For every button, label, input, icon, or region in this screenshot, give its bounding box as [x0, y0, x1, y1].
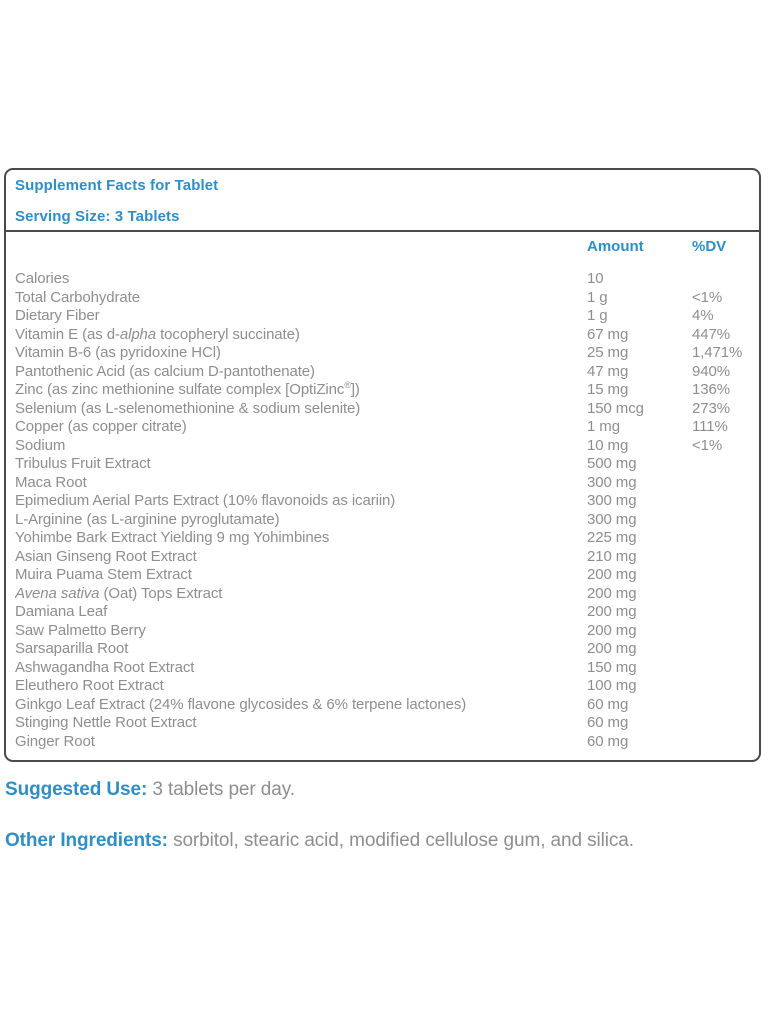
table-row	[15, 659, 750, 678]
ingredient-name: Muira Puama Stem Extract	[15, 566, 192, 583]
ingredient-name: Damiana Leaf	[15, 603, 108, 620]
table-row	[15, 363, 750, 382]
ingredient-name: Asian Ginseng Root Extract	[15, 547, 197, 565]
ingredient-amount: 100 mg	[587, 677, 637, 694]
ingredient-dv: 111%	[692, 418, 728, 435]
table-row	[15, 733, 750, 752]
table-row	[15, 455, 750, 474]
label-title: Supplement Facts for Tablet	[15, 177, 219, 194]
table-row	[15, 511, 750, 530]
ingredient-name: Ashwagandha Root Extract	[15, 658, 195, 676]
suggested-use-label: Suggested Use:	[5, 779, 148, 800]
table-row	[15, 437, 750, 456]
ingredient-dv	[692, 492, 750, 511]
table-row	[15, 640, 750, 659]
suggested-use-line	[5, 779, 295, 801]
ingredient-amount: 200 mg	[587, 640, 637, 657]
ingredient-name: Pantothenic Acid (as calcium D-pantothenate)	[15, 362, 315, 380]
ingredient-name: Ginger Root	[15, 732, 95, 750]
ingredient-name: Sarsaparilla Root	[15, 640, 129, 657]
table-row	[15, 492, 750, 511]
ingredient-name: Selenium (as L-selenomethionine & sodium selenite)	[15, 399, 361, 417]
table-row	[15, 307, 750, 326]
ingredient-name: Dietary Fiber	[15, 307, 100, 324]
ingredient-name: Calories	[15, 270, 70, 287]
ingredient-amount: 60 mg	[587, 695, 629, 713]
ingredient-name: Vitamin E (as d-alpha tocopheryl succinate)	[15, 325, 300, 343]
table-row	[15, 566, 750, 585]
column-header-spacer	[15, 237, 587, 256]
ingredient-amount: 500 mg	[587, 455, 637, 472]
table-row	[15, 548, 750, 567]
ingredient-amount: 200 mg	[587, 584, 637, 602]
ingredient-dv	[692, 529, 750, 548]
ingredient-amount: 1 g	[587, 288, 608, 306]
ingredient-dv	[692, 548, 750, 567]
ingredient-dv	[692, 733, 750, 752]
ingredient-name: Stinging Nettle Root Extract	[15, 714, 197, 731]
table-row	[15, 585, 750, 604]
ingredient-amount: 200 mg	[587, 566, 637, 583]
ingredient-dv	[692, 677, 750, 696]
ingredient-amount: 225 mg	[587, 529, 637, 546]
ingredient-dv	[692, 659, 750, 678]
ingredient-dv: 940%	[692, 362, 730, 380]
table-row	[15, 714, 750, 733]
table-row	[15, 696, 750, 715]
ingredient-dv: <1%	[692, 436, 723, 454]
ingredient-dv: <1%	[692, 288, 723, 306]
table-row	[15, 270, 750, 289]
ingredient-name: L-Arginine (as L-arginine pyroglutamate)	[15, 510, 280, 528]
table-row	[15, 381, 750, 400]
ingredient-name: Ginkgo Leaf Extract (24% flavone glycosides & 6% terpene lactones)	[15, 695, 467, 713]
table-row	[15, 344, 750, 363]
table-row	[15, 677, 750, 696]
ingredient-amount: 10	[587, 270, 604, 287]
ingredient-amount: 300 mg	[587, 473, 637, 491]
ingredient-dv	[692, 696, 750, 715]
ingredient-name: Avena sativa (Oat) Tops Extract	[15, 584, 223, 602]
ingredient-amount: 300 mg	[587, 492, 637, 509]
ingredient-dv: 4%	[692, 307, 714, 324]
suggested-use-text: 3 tablets per day.	[147, 779, 295, 800]
table-row	[15, 529, 750, 548]
ingredient-name: Yohimbe Bark Extract Yielding 9 mg Yohimbines	[15, 529, 330, 546]
ingredient-dv	[692, 585, 750, 604]
table-row	[15, 289, 750, 308]
table-row	[15, 400, 750, 419]
ingredient-name: Maca Root	[15, 473, 87, 491]
ingredient-dv	[692, 455, 750, 474]
ingredient-dv	[692, 714, 750, 733]
table-row	[15, 418, 750, 437]
ingredient-amount: 150 mcg	[587, 399, 644, 417]
ingredient-dv	[692, 566, 750, 585]
ingredient-amount: 60 mg	[587, 714, 629, 731]
ingredient-name: Zinc (as zinc methionine sulfate complex [OptiZinc®])	[15, 381, 360, 398]
supplement-facts-header	[6, 170, 759, 232]
ingredient-dv	[692, 603, 750, 622]
ingredient-amount: 60 mg	[587, 732, 629, 750]
other-ingredients-label: Other Ingredients:	[5, 830, 168, 851]
ingredient-amount: 1 mg	[587, 418, 620, 435]
ingredient-amount: 47 mg	[587, 362, 629, 380]
column-header-amount: Amount	[587, 238, 644, 255]
ingredient-amount: 15 mg	[587, 381, 629, 398]
ingredient-dv	[692, 474, 750, 493]
ingredient-dv: 447%	[692, 325, 730, 343]
ingredient-dv: 136%	[692, 381, 730, 398]
ingredient-dv	[692, 511, 750, 530]
ingredient-amount: 150 mg	[587, 658, 637, 676]
supplement-facts-body	[6, 232, 759, 760]
table-row	[15, 474, 750, 493]
ingredient-name: Saw Palmetto Berry	[15, 621, 146, 639]
ingredient-name: Epimedium Aerial Parts Extract (10% flavonoids as icariin)	[15, 492, 396, 509]
table-row	[15, 326, 750, 345]
ingredient-amount: 210 mg	[587, 547, 637, 565]
ingredient-name: Total Carbohydrate	[15, 288, 140, 306]
ingredient-name: Copper (as copper citrate)	[15, 418, 187, 435]
column-header-dv: %DV	[692, 238, 727, 255]
ingredient-amount: 67 mg	[587, 325, 629, 343]
other-ingredients-text: sorbitol, stearic acid, modified cellulose gum, and silica.	[167, 830, 634, 851]
other-ingredients-line	[5, 830, 634, 852]
ingredient-name: Sodium	[15, 436, 66, 454]
ingredient-amount: 10 mg	[587, 436, 629, 454]
ingredient-amount: 200 mg	[587, 621, 637, 639]
ingredient-amount: 300 mg	[587, 510, 637, 528]
ingredient-name: Tribulus Fruit Extract	[15, 455, 151, 472]
ingredient-dv	[692, 270, 750, 289]
ingredient-dv: 1,471%	[692, 344, 743, 361]
serving-size: Serving Size: 3 Tablets	[15, 208, 180, 225]
ingredient-dv	[692, 622, 750, 641]
ingredient-amount: 1 g	[587, 307, 608, 324]
ingredient-name: Vitamin B-6 (as pyridoxine HCl)	[15, 344, 221, 361]
ingredient-amount: 200 mg	[587, 603, 637, 620]
ingredient-dv	[692, 640, 750, 659]
ingredient-name: Eleuthero Root Extract	[15, 677, 164, 694]
facts-table	[15, 270, 750, 751]
table-row	[15, 622, 750, 641]
supplement-facts-box	[4, 168, 761, 762]
table-row	[15, 603, 750, 622]
column-header-row	[15, 237, 750, 256]
ingredient-amount: 25 mg	[587, 344, 629, 361]
ingredient-dv: 273%	[692, 399, 730, 417]
